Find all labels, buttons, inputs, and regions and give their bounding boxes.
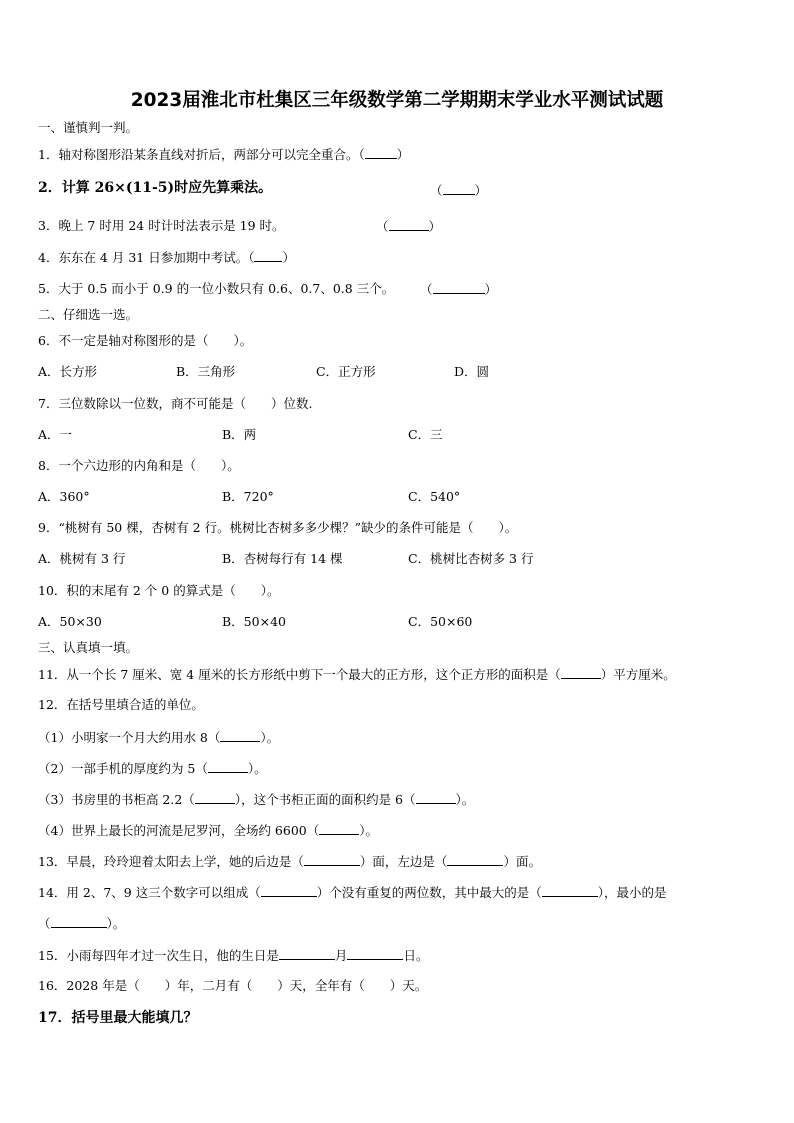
question-text: 11．从一个长 7 厘米、宽 4 厘米的长方形纸中剪下一个最大的正方形，这个正方形的面积是（ — [38, 667, 561, 682]
option-c[interactable]: C．桃树比杏树多 3 行 — [408, 551, 534, 566]
question-4 — [38, 249, 295, 266]
answer-blank[interactable] — [195, 791, 235, 804]
question-1 — [38, 146, 409, 163]
answer-blank[interactable] — [433, 281, 485, 294]
question-12-2 — [38, 760, 267, 777]
question-text-mid: ），这个书柜正面的面积约是 6（ — [234, 792, 416, 807]
option-c[interactable]: C．50×60 — [408, 614, 473, 629]
question-7: 7．三位数除以一位数，商不可能是（ ）位数. — [38, 396, 313, 411]
option-b[interactable]: B．两 — [222, 427, 257, 442]
question-17: 17．括号里最大能填几？ — [38, 1010, 198, 1026]
question-text-end: ）。 — [106, 916, 126, 931]
question-9: 9．“桃树有 50 棵，杏树有 2 行。桃树比杏树多多少棵？”缺少的条件可能是（ ）。 — [38, 520, 518, 535]
paren-close: ） — [396, 147, 410, 162]
option-c[interactable]: C．正方形 — [316, 364, 376, 379]
section-heading-3: 三、认真填一填。 — [38, 640, 139, 655]
option-b[interactable]: B．三角形 — [176, 364, 236, 379]
question-text: 13．早晨，玲玲迎着太阳去上学，她的后边是（ — [38, 854, 304, 869]
question-text: 计算 26×(11-5)时应先算乘法。 — [61, 180, 273, 196]
paren-close: ） — [484, 282, 498, 297]
question-12-1 — [38, 729, 279, 746]
option-c[interactable]: C．540° — [408, 489, 461, 504]
question-11 — [38, 666, 676, 683]
question-2-answer — [430, 182, 487, 199]
question-3 — [38, 218, 285, 234]
option-a[interactable]: A．长方形 — [38, 364, 98, 379]
answer-blank[interactable] — [389, 218, 429, 231]
answer-blank[interactable] — [254, 249, 282, 262]
question-text-end: ）面。 — [503, 854, 541, 869]
question-text: 晚上 7 时用 24 时计时法表示是 19 时。 — [58, 218, 285, 233]
option-c[interactable]: C．三 — [408, 427, 443, 442]
question-6: 6．不一定是轴对称图形的是（ ）。 — [38, 333, 253, 348]
answer-blank[interactable] — [561, 666, 601, 679]
paren-close: ） — [428, 219, 442, 234]
question-text: （3）书房里的书柜高 2.2（ — [38, 792, 195, 807]
option-a[interactable]: A．一 — [38, 427, 73, 442]
option-b[interactable]: B．杏树每行有 14 棵 — [222, 551, 343, 566]
question-text: （4）世界上最长的河流是尼罗河，全场约 6600（ — [38, 823, 320, 838]
question-number: 1． — [38, 147, 59, 162]
paren-open: （ — [38, 916, 51, 931]
question-number: 5． — [38, 281, 59, 296]
paren-close: ） — [282, 250, 295, 265]
answer-blank[interactable] — [220, 729, 260, 742]
question-12-3 — [38, 791, 474, 808]
question-14-continued — [38, 915, 125, 932]
answer-blank[interactable] — [304, 853, 360, 866]
option-a[interactable]: A．50×30 — [38, 614, 102, 629]
answer-blank[interactable] — [365, 146, 397, 159]
question-5 — [38, 281, 394, 297]
answer-blank[interactable] — [51, 915, 107, 928]
question-16: 16．2028 年是（ ）年，二月有（ ）天，全年有（ ）天。 — [38, 978, 428, 993]
option-b[interactable]: B．50×40 — [222, 614, 286, 629]
option-a[interactable]: A．桃树有 3 行 — [38, 551, 126, 566]
section-heading-1: 一、谨慎判一判。 — [38, 120, 139, 135]
question-3-answer — [376, 218, 441, 235]
answer-blank[interactable] — [416, 791, 456, 804]
question-text-mid: ）面，左边是（ — [359, 854, 448, 869]
question-15 — [38, 947, 428, 964]
question-text: 15．小雨每四年才过一次生日，他的生日是 — [38, 948, 279, 963]
question-number: 3． — [38, 218, 59, 233]
question-text-mid: ）个没有重复的两位数，其中最大的是（ — [316, 885, 542, 900]
question-text-end: ）平方厘米。 — [600, 667, 676, 682]
question-text: 东东在 4 月 31 日参加期中考试。（ — [58, 250, 255, 265]
option-b[interactable]: B．720° — [222, 489, 274, 504]
paren-open: （ — [376, 219, 389, 234]
question-text-end: ）。 — [247, 761, 267, 776]
answer-blank[interactable] — [447, 853, 503, 866]
paren-open: （ — [420, 282, 433, 297]
question-14 — [38, 884, 667, 901]
section-heading-2: 二、仔细选一选。 — [38, 307, 139, 322]
question-text-end: ）。 — [260, 730, 280, 745]
option-a[interactable]: A．360° — [38, 489, 90, 504]
question-5-answer — [420, 281, 497, 298]
question-text: 大于 0.5 而小于 0.9 的一位小数只有 0.6、0.7、0.8 三个。 — [58, 281, 395, 296]
question-12: 12．在括号里填合适的单位。 — [38, 697, 204, 712]
question-text-end: 日。 — [403, 948, 429, 963]
answer-blank[interactable] — [542, 884, 598, 897]
paren-close: ） — [474, 183, 488, 198]
paren-open: （ — [430, 183, 443, 198]
question-text: （2）一部手机的厚度约为 5（ — [38, 761, 208, 776]
answer-blank[interactable] — [279, 947, 335, 960]
answer-blank[interactable] — [319, 822, 359, 835]
question-text-mid: 月 — [334, 948, 348, 963]
question-text: 轴对称图形沿某条直线对折后，两部分可以完全重合。（ — [58, 147, 365, 162]
question-2 — [38, 180, 272, 196]
question-12-4 — [38, 822, 378, 839]
question-text: （1）小明家一个月大约用水 8（ — [38, 730, 221, 745]
question-10: 10．积的末尾有 2 个 0 的算式是（ ）。 — [38, 583, 280, 598]
question-text: 14．用 2、7、9 这三个数字可以组成（ — [38, 885, 261, 900]
question-text-end: ）。 — [455, 792, 475, 807]
question-text-mid: ），最小的是 — [597, 885, 667, 900]
answer-blank[interactable] — [261, 884, 317, 897]
question-13 — [38, 853, 541, 870]
answer-blank[interactable] — [443, 182, 475, 195]
question-text-end: ）。 — [359, 823, 379, 838]
page-title: 2023届淮北市杜集区三年级数学第二学期期末学业水平测试试题 — [130, 90, 664, 111]
answer-blank[interactable] — [208, 760, 248, 773]
option-d[interactable]: D．圆 — [454, 364, 490, 379]
question-number: 4． — [38, 250, 59, 265]
answer-blank[interactable] — [347, 947, 403, 960]
question-8: 8．一个六边形的内角和是（ ）。 — [38, 458, 240, 473]
question-number: 2． — [38, 180, 62, 196]
